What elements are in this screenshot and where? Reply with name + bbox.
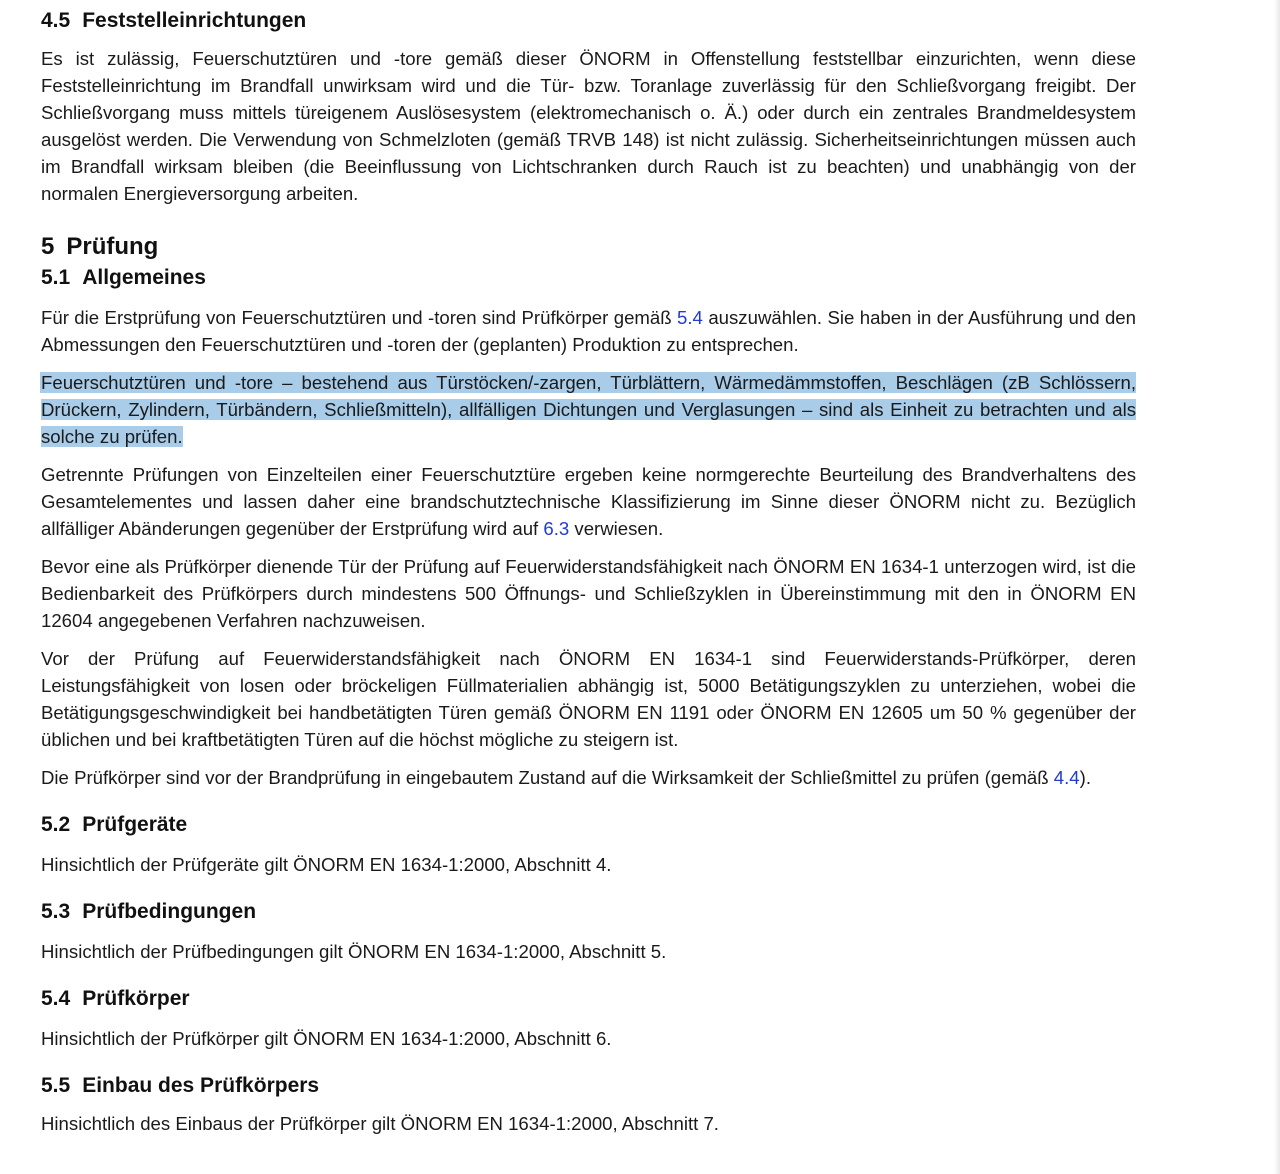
page-edge-shadow [1274, 0, 1280, 1174]
document-content [41, 8, 1136, 1137]
paragraph-highlighted[interactable] [41, 369, 1136, 450]
section-heading-5-1 [41, 265, 1136, 291]
paragraph-text: Für die Erstprüfung von Feuerschutztüren und -toren sind Prüfkörper gemäß [41, 307, 678, 328]
section-5 [41, 232, 1136, 262]
paragraph-text: Die Prüfkörper sind vor der Brandprüfung in eingebautem Zustand auf die Wirksamkeit der Schließmittel zu prüfen (gemäß [41, 767, 1054, 788]
paragraph: Vor der Prüfung auf Feuerwiderstandsfähigkeit nach ÖNORM EN 1634-1 sind Feuerwiderstands-Prüfkörper, deren Leistungsfähigkeit von losen oder bröckeligen Füllmaterialien abhängig ist, 5000 Betätigungszyklen zu unterziehen, wobei die Betätigungsgeschwindigkeit bei handbetätigten Türen gemäß ÖNORM EN 1191 oder ÖNORM EN 12605 um 50 % gegenüber der üblichen und bei kraftbetätigten Türen auf die höchst mögliche zu steigern ist. [41, 648, 1136, 750]
section-title: Einbau des Prüfkörpers [82, 1074, 320, 1097]
section-number: 4.5 [41, 9, 71, 32]
cross-reference-link[interactable]: 6.3 [543, 518, 570, 539]
paragraph-text: verwiesen. [569, 518, 664, 539]
cross-reference-link[interactable]: 5.4 [677, 307, 703, 328]
section-title: Feststelleinrichtungen [82, 9, 307, 32]
paragraph-text: auszuwählen. Sie haben in der Ausführung und den Abmessungen den Feuerschutztüren und -toren der (geplanten) Produktion zu entsprechen. [41, 307, 1136, 355]
paragraph: Bevor eine als Prüfkörper dienende Tür der Prüfung auf Feuerwiderstandsfähigkeit nach ÖNORM EN 1634-1 unterzogen wird, ist die Bedienbarkeit des Prüfkörpers durch mindestens 500 Öffnungs- und Schließzyklen in Übereinstimmung mit den in ÖNORM EN 12604 angegebenen Verfahren nachzuweisen. [41, 556, 1136, 631]
section-number: 5.1 [41, 266, 71, 289]
paragraph [41, 461, 1136, 542]
section-5-3 [41, 899, 1136, 965]
paragraph: Hinsichtlich der Prüfgeräte gilt ÖNORM EN 1634-1:2000, Abschnitt 4. [41, 854, 612, 875]
paragraph: Hinsichtlich der Prüfbedingungen gilt ÖNORM EN 1634-1:2000, Abschnitt 5. [41, 941, 667, 962]
section-title: Allgemeines [82, 266, 206, 289]
paragraph [41, 764, 1136, 791]
section-5-5 [41, 1073, 1136, 1137]
section-number: 5.5 [41, 1074, 71, 1097]
paragraph-text: Getrennte Prüfungen von Einzelteilen einer Feuerschutztüre ergeben keine normgerechte Beurteilung des Brandverhaltens des Gesamtelementes und lassen daher eine brandschutztechnische Klassifizierung im Sinne dieser ÖNORM nicht zu. Bezüglich allfälliger Abänderungen gegenüber der Erstprüfung wird auf [41, 464, 1136, 539]
paragraph: Hinsichtlich der Prüfkörper gilt ÖNORM EN 1634-1:2000, Abschnitt 6. [41, 1028, 612, 1049]
section-5-2 [41, 812, 1136, 878]
paragraph-cut-off: Hinsichtlich des Einbaus der Prüfkörper gilt ÖNORM EN 1634-1:2000, Abschnitt 7. [41, 1113, 719, 1134]
section-heading-5-3 [41, 899, 1136, 925]
section-number: 5.3 [41, 900, 71, 923]
paragraph [41, 304, 1136, 358]
section-title: Prüfbedingungen [82, 900, 257, 923]
section-heading-5-5 [41, 1073, 1136, 1099]
chapter-title: Prüfung [66, 233, 159, 260]
section-5-1 [41, 265, 1136, 791]
paragraph-text: ). [1079, 767, 1092, 788]
section-4-5 [41, 8, 1136, 207]
section-heading-4-5 [41, 8, 1136, 34]
section-title: Prüfkörper [82, 987, 190, 1010]
paragraph: Es ist zulässig, Feuerschutztüren und -tore gemäß dieser ÖNORM in Offenstellung feststellbar einzurichten, wenn diese Feststelleinrichtung im Brandfall unwirksam wird und die Tür- bzw. Toranlage zuverlässig für den Schließvorgang freigibt. Der Schließvorgang muss mittels türeigenem Auslösesystem (elektromechanisch o. Ä.) oder durch ein zentrales Brandmeldesystem ausgelöst werden. Die Verwendung von Schmelzloten (gemäß TRVB 148) ist nicht zulässig. Sicherheitseinrichtungen müssen auch im Brandfall wirksam bleiben (die Beeinflussung von Lichtschranken durch Rauch ist zu beachten) und unabhängig von der normalen Energieversorgung arbeiten. [41, 48, 1136, 204]
cross-reference-link[interactable]: 4.4 [1053, 767, 1080, 788]
section-number: 5.4 [41, 987, 71, 1010]
text-selection-highlight[interactable]: Feuerschutztüren und -tore – bestehend aus Türstöcken/-zargen, Türblättern, Wärmedämmstoffen, Beschlägen (zB Schlössern, Drückern, Zylindern, Türbändern, Schließmitteln), allfälligen Dichtungen und Verglasungen – sind als Einheit zu betrachten und als solche zu prüfen. [41, 372, 1136, 447]
section-number: 5.2 [41, 813, 71, 836]
section-heading-5-4 [41, 986, 1136, 1012]
chapter-heading-5 [41, 232, 1136, 262]
chapter-number: 5 [41, 233, 55, 260]
section-5-4 [41, 986, 1136, 1052]
section-title: Prüfgeräte [82, 813, 188, 836]
section-heading-5-2 [41, 812, 1136, 838]
